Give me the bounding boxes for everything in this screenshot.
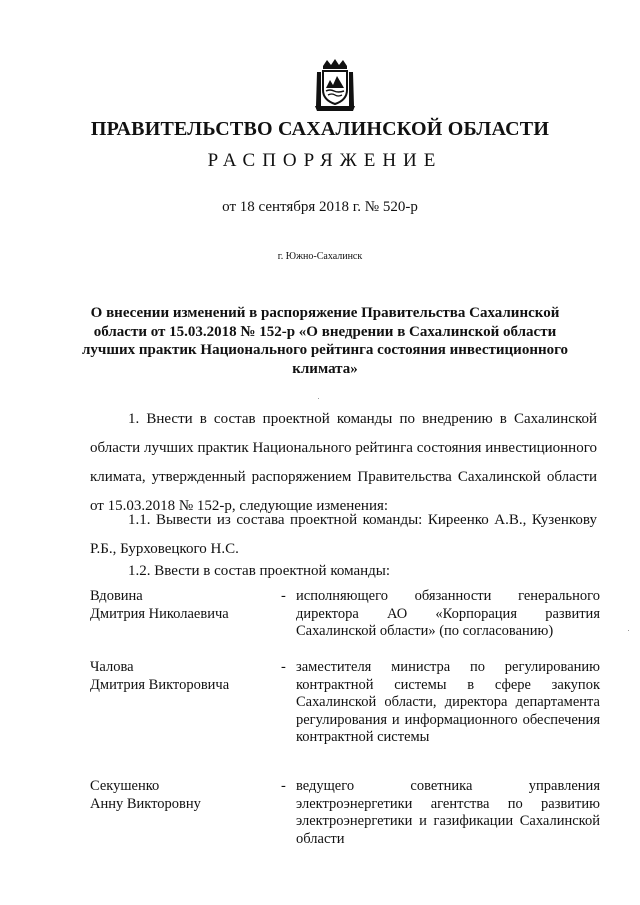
member-given-names: Дмитрия Викторовича (90, 676, 230, 693)
member-dash: - (281, 588, 286, 604)
scan-speck (628, 630, 629, 631)
member-given-names: Дмитрия Николаевича (90, 605, 229, 622)
paragraph-1: 1. Внести в состав проектной команды по внедрению в Сахалинской области лучших практик Национального рейтинга состояния инвестиционного климата, утвержденный распоряжением Правительства Сахалинской области от 15.03.2018 № 152-р, следующие изменения: (90, 411, 597, 514)
sakhalin-coat-of-arms-icon (313, 58, 357, 112)
member-role: исполняющего обязанности генерального директора АО «Корпорация развития Сахалинской области» (по согласованию) (296, 588, 600, 639)
member-name (90, 659, 270, 694)
member-surname: Чалова (90, 659, 134, 675)
document-city: г. Южно-Сахалинск (277, 251, 363, 262)
document-type: РАСПОРЯЖЕНИЕ (207, 150, 443, 171)
member-dash: - (281, 778, 286, 794)
paragraph-1-2: 1.2. Ввести в состав проектной команды: (128, 563, 391, 579)
member-given-names: Анну Викторовну (90, 795, 201, 812)
member-name (90, 588, 270, 623)
paragraph-1-1: 1.1. Вывести из состава проектной команды: Киреенко А.В., Кузенкову Р.Б., Бурховецкого Н.С. (90, 512, 597, 557)
organization-title: ПРАВИТЕЛЬСТВО САХАЛИНСКОЙ ОБЛАСТИ (90, 118, 550, 140)
member-role: заместителя министра по регулированию контрактной системы в сфере закупок Сахалинской области, директора департамента регулирования и информационного обеспечения контрактной системы (296, 659, 600, 745)
member-surname: Секушенко (90, 778, 160, 794)
member-name (90, 778, 270, 813)
member-role: ведущего советника управления электроэнергетики агентства по развитию электроэнергетики и газификации Сахалинской области (296, 778, 600, 847)
member-surname: Вдовина (90, 588, 143, 604)
document-date-number: от 18 сентября 2018 г. № 520-р (222, 199, 418, 215)
document-subject: О внесении изменений в распоряжение Правительства Сахалинской области от 15.03.2018 № 152-р «О внедрении в Сахалинской области лучших практик Национального рейтинга состояния инвестиционного климата» (81, 305, 569, 377)
scan-speck (318, 398, 319, 399)
member-dash: - (281, 659, 286, 675)
